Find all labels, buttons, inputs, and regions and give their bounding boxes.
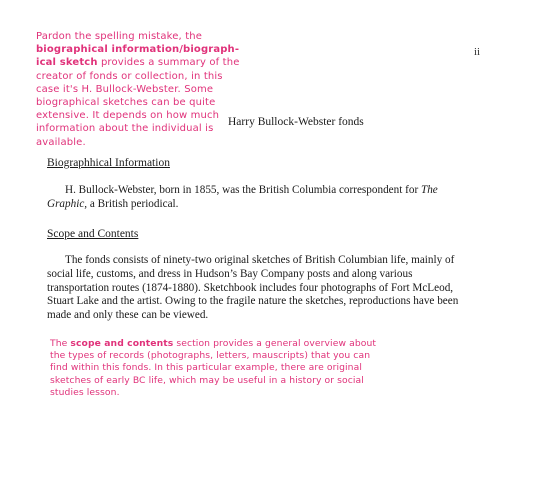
annotation-scope-text: The (50, 338, 71, 349)
document-title: Harry Bullock-Webster fonds (228, 116, 364, 128)
annotation-scope-bold: scope and contents (70, 338, 174, 349)
annotation-spelling-note (36, 30, 241, 149)
scope-heading: Scope and Contents (47, 228, 139, 240)
scope-text: The fonds consists of ninety-two original sketches of British Columbian life, mainly of social life, customs, and dress in Hudson’s Bay Company posts and along various transportation routes (1874-1880). Sketchbook includes four photographs of Fort McLeod, Stuart Lake and the artist. Owing to the fragile nature the sketches, reproductions have been made and only these can be viewed. (47, 254, 459, 322)
annotation-spelling-text-rest: provides a summary of the creator of fonds or collection, in this case it's H. Bullock-Webster. Some biographical sketches can be quite extensive. It depends on how much information about the individual is available. (36, 57, 240, 148)
periodical-title: The Graphic, (47, 184, 438, 210)
biography-paragraph (47, 184, 472, 212)
biography-text: H. Bullock-Webster, born in 1855, was the British Columbia correspondent for (65, 184, 421, 196)
biography-text-end: a British periodical. (87, 197, 179, 210)
page-number: ii (474, 46, 481, 58)
annotation-spelling-bold: biographical information/biograph-ical sketch (36, 44, 240, 69)
biography-heading: Biographhical Information (47, 157, 170, 169)
annotation-scope-note (50, 338, 380, 399)
annotation-spelling-text: Pardon the spelling mistake, the (36, 31, 203, 42)
annotation-scope-text-rest: section provides a general overview about the types of records (photographs, letters, mauscripts) that you can find within this fonds. In this particular example, there are original sketches of early BC life, which may be useful in a history or social studies lesson. (50, 338, 377, 398)
scope-paragraph (47, 254, 472, 323)
